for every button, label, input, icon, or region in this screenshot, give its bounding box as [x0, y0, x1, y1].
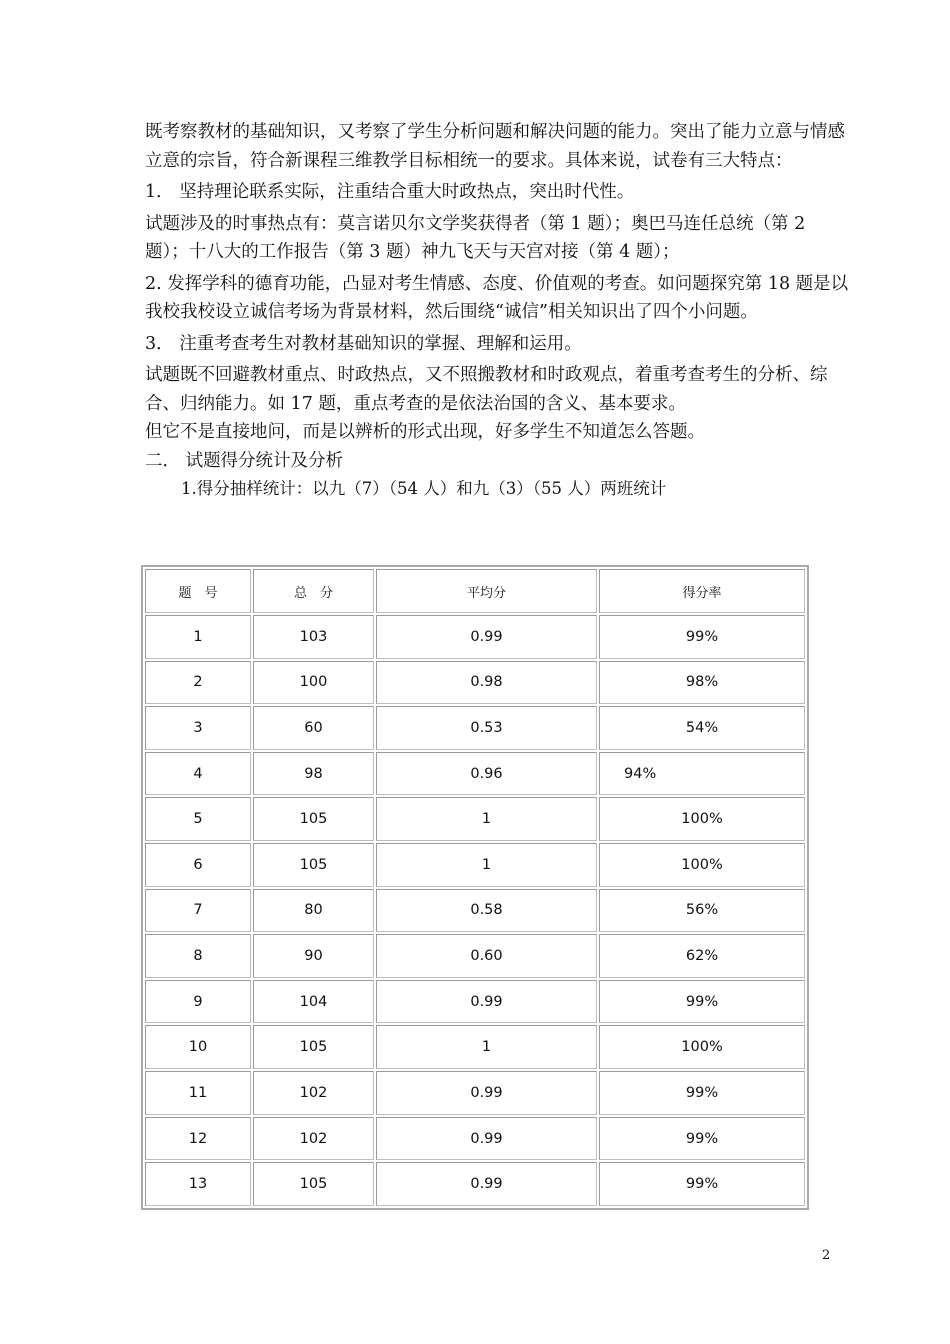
table-row [145, 934, 805, 978]
score-table-frame [141, 565, 809, 1210]
table-row [145, 980, 805, 1024]
table-row [145, 752, 805, 796]
table-row [145, 1071, 805, 1115]
sampling-description: 1.得分抽样统计：以九（7）（54 人）和九（3）（55 人）两班统计 [181, 479, 667, 498]
score-rate-cell: 98% [599, 661, 805, 705]
total-score-cell: 98 [253, 752, 374, 796]
score-rate-cell: 99% [599, 980, 805, 1024]
total-score-cell: 104 [253, 980, 374, 1024]
total-score-cell: 103 [253, 615, 374, 659]
average-score-cell: 0.98 [376, 661, 597, 705]
total-score-cell: 105 [253, 1162, 374, 1206]
average-score-cell: 0.99 [376, 1117, 597, 1161]
question-number-cell: 13 [145, 1162, 251, 1206]
page-number: 2 [822, 1248, 831, 1263]
score-rate-cell: 56% [599, 889, 805, 933]
question-number-cell: 6 [145, 843, 251, 887]
paragraph-feature-1-heading: 1． 坚持理论联系实际，注重结合重大时政热点，突出时代性。 [145, 182, 635, 202]
header-total-score: 总 分 [253, 569, 374, 613]
total-score-cell: 105 [253, 1025, 374, 1069]
average-score-cell: 0.60 [376, 934, 597, 978]
score-rate-cell: 100% [599, 797, 805, 841]
table-header-row [145, 569, 805, 613]
table-body [145, 615, 805, 1206]
section-heading-score-stats: 二． 试题得分统计及分析 [145, 450, 344, 471]
average-score-cell: 0.58 [376, 889, 597, 933]
score-rate-cell: 99% [599, 615, 805, 659]
average-score-cell: 0.96 [376, 752, 597, 796]
average-score-cell: 0.53 [376, 706, 597, 750]
body-text [145, 118, 850, 504]
question-number-cell: 7 [145, 889, 251, 933]
question-number-cell: 12 [145, 1117, 251, 1161]
table-row [145, 889, 805, 933]
total-score-cell: 100 [253, 661, 374, 705]
score-rate-cell: 100% [599, 843, 805, 887]
paragraph-feature-2: 2. 发挥学科的德育功能，凸显对考生情感、态度、价值观的考查。如问题探究第 18 题是以我校我校设立诚信考场为背景材料，然后围绕“诚信”相关知识出了四个小问题。 [145, 273, 849, 322]
total-score-cell: 102 [253, 1071, 374, 1115]
question-number-cell: 8 [145, 934, 251, 978]
question-number-cell: 11 [145, 1071, 251, 1115]
score-rate-cell: 100% [599, 1025, 805, 1069]
score-rate-cell: 54% [599, 706, 805, 750]
average-score-cell: 1 [376, 843, 597, 887]
average-score-cell: 0.99 [376, 1162, 597, 1206]
table-row [145, 1162, 805, 1206]
header-score-rate: 得分率 [599, 569, 805, 613]
score-rate-cell: 99% [599, 1117, 805, 1161]
total-score-cell: 90 [253, 934, 374, 978]
table-row [145, 1025, 805, 1069]
score-rate-cell: 99% [599, 1071, 805, 1115]
question-number-cell: 2 [145, 661, 251, 705]
question-number-cell: 5 [145, 797, 251, 841]
paragraph-intro: 既考察教材的基础知识，又考察了学生分析问题和解决问题的能力。突出了能力立意与情感立意的宗旨，符合新课程三维教学目标相统一的要求。具体来说，试卷有三大特点： [145, 122, 845, 171]
average-score-cell: 0.99 [376, 1071, 597, 1115]
total-score-cell: 105 [253, 843, 374, 887]
total-score-cell: 105 [253, 797, 374, 841]
table-row [145, 615, 805, 659]
table-row [145, 706, 805, 750]
question-number-cell: 10 [145, 1025, 251, 1069]
score-table [143, 567, 807, 1208]
paragraph-feature-3-heading: 3． 注重考查考生对教材基础知识的掌握、理解和运用。 [145, 333, 582, 354]
table-row [145, 661, 805, 705]
score-rate-cell: 94% [599, 752, 805, 796]
table-row [145, 843, 805, 887]
table-row [145, 797, 805, 841]
average-score-cell: 1 [376, 797, 597, 841]
paragraph-feature-3-note: 但它不是直接地问，而是以辨析的形式出现，好多学生不知道怎么答题。 [145, 422, 705, 442]
header-question-number: 题 号 [145, 569, 251, 613]
score-rate-cell: 62% [599, 934, 805, 978]
question-number-cell: 1 [145, 615, 251, 659]
average-score-cell: 0.99 [376, 980, 597, 1024]
score-rate-cell: 99% [599, 1162, 805, 1206]
paragraph-feature-3-detail: 试题既不回避教材重点、时政热点，又不照搬教材和时政观点，着重考查考生的分析、综合、归纳能力。如 17 题，重点考查的是依法治国的含义、基本要求。 [145, 365, 828, 414]
total-score-cell: 60 [253, 706, 374, 750]
table-row [145, 1117, 805, 1161]
total-score-cell: 102 [253, 1117, 374, 1161]
question-number-cell: 4 [145, 752, 251, 796]
average-score-cell: 0.99 [376, 615, 597, 659]
question-number-cell: 3 [145, 706, 251, 750]
total-score-cell: 80 [253, 889, 374, 933]
average-score-cell: 1 [376, 1025, 597, 1069]
header-average-score: 平均分 [376, 569, 597, 613]
paragraph-feature-1-detail: 试题涉及的时事热点有：莫言诺贝尔文学奖获得者（第 1 题）；奥巴马连任总统（第 2 题）；十八大的工作报告（第 3 题）神九飞天与天宫对接（第 4 题）； [145, 213, 806, 262]
question-number-cell: 9 [145, 980, 251, 1024]
